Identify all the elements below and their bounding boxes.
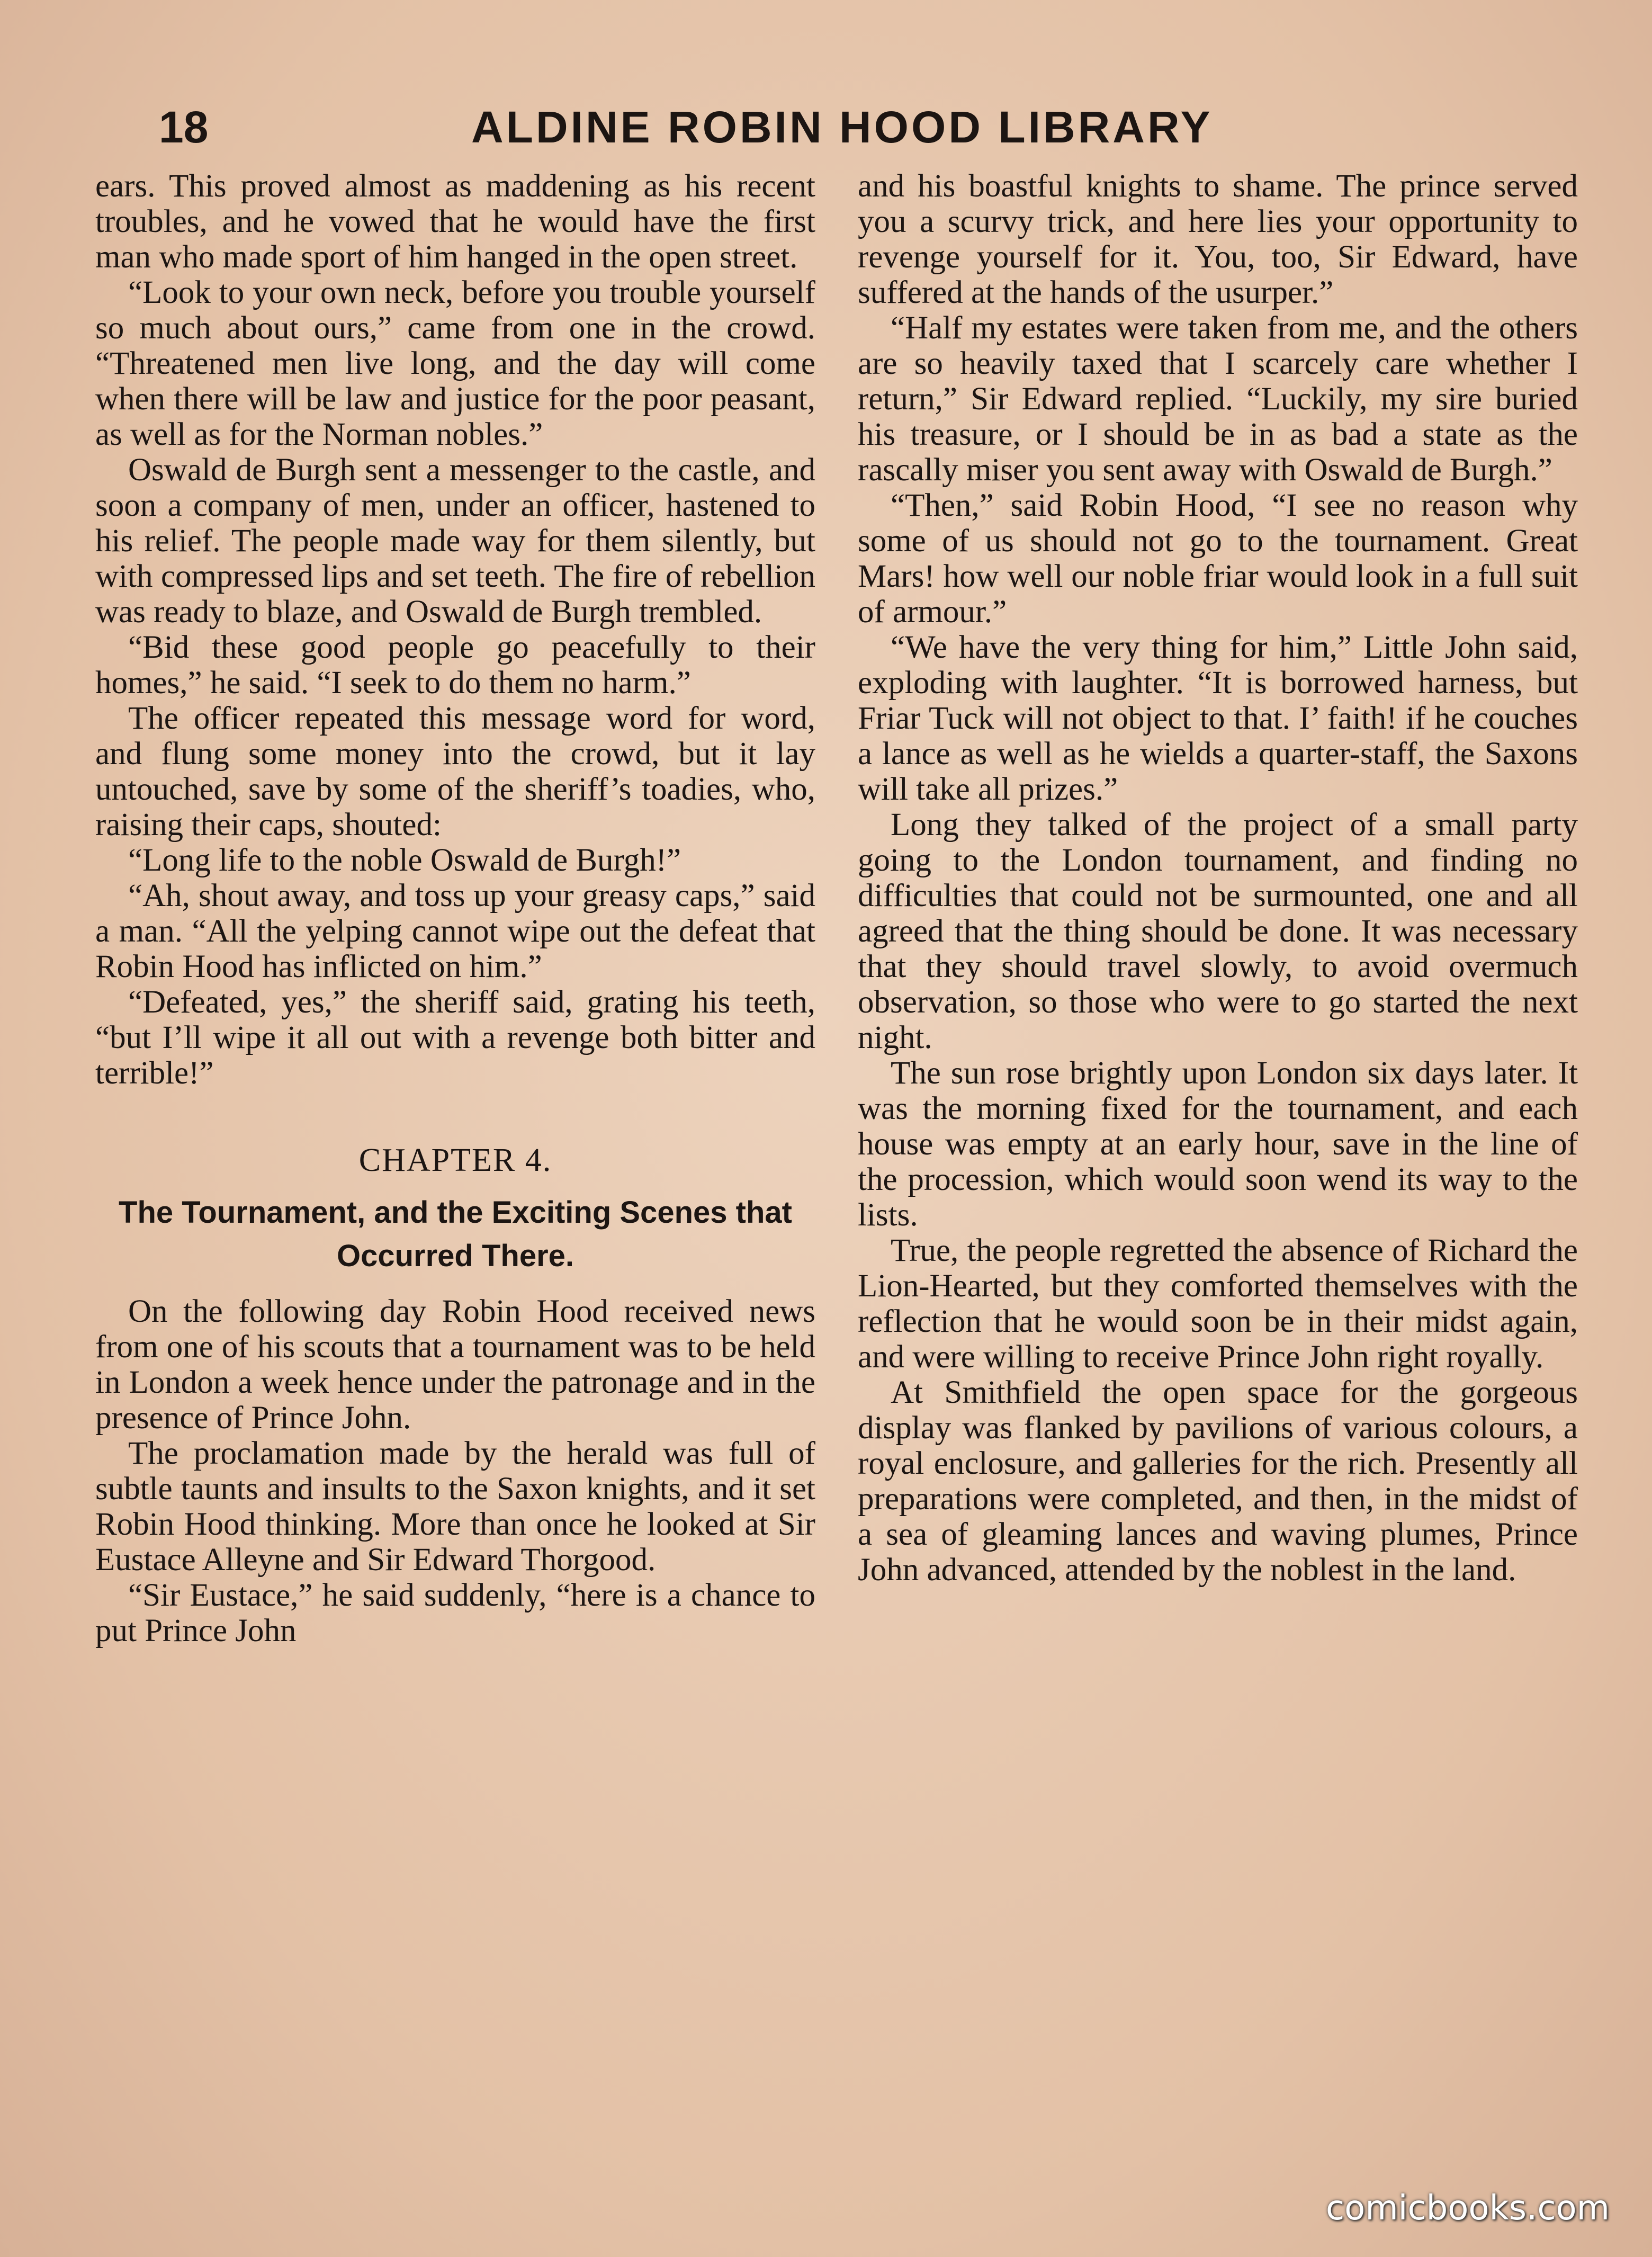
paragraph: Long they talked of the project of a small party going to the London tournament, and finding no difficulties that could not be surmounted, one and all agreed that the thing should be done. It was necessary that they should travel slowly, to avoid overmuch observation, so those who were to go started the next night. bbox=[858, 807, 1578, 1055]
page-number: 18 bbox=[159, 102, 209, 152]
watermark: comicbooks.com bbox=[1325, 2189, 1610, 2228]
paragraph: “Bid these good people go peacefully to their homes,” he said. “I seek to do them no harm.” bbox=[95, 630, 815, 701]
paragraph: The officer repeated this message word for word, and flung some money into the crowd, but it lay untouched, save by some of the sheriff’s toadies, who, raising their caps, shouted: bbox=[95, 701, 815, 843]
paragraph: “Ah, shout away, and toss up your greasy caps,” said a man. “All the yelping cannot wipe out the defeat that Robin Hood has inflicted on him.” bbox=[95, 878, 815, 984]
paragraph: “We have the very thing for him,” Little John said, exploding with laughter. “It is borrowed harness, but Friar Tuck will not object to that. I’ faith! if he couches a lance as well as he wields a quarter-staff, the Saxons will take all prizes.” bbox=[858, 630, 1578, 807]
paragraph: Oswald de Burgh sent a messenger to the castle, and soon a company of men, under an officer, hastened to his relief. The people made way for them silently, but with compressed lips and set teeth. The fire of rebellion was ready to blaze, and Oswald de Burgh trembled. bbox=[95, 452, 815, 630]
paragraph: The proclamation made by the herald was full of subtle taunts and insults to the Saxon knights, and it set Robin Hood thinking. More than once he looked at Sir Eustace Alleyne and Sir Edward Thorgood. bbox=[95, 1436, 815, 1578]
paragraph: ears. This proved almost as maddening as his recent troubles, and he vowed that he would have the first man who made sport of him hanged in the open street. bbox=[95, 168, 815, 275]
paragraph: True, the people regretted the absence of Richard the Lion-Hearted, but they comforted themselves with the reflection that he would soon be in their midst again, and were willing to receive Prince John right royally. bbox=[858, 1233, 1578, 1375]
paragraph: “Sir Eustace,” he said suddenly, “here is a chance to put Prince John bbox=[95, 1578, 815, 1649]
paragraph: and his boastful knights to shame. The prince served you a scurvy trick, and here lies your opportunity to revenge yourself for it. You, too, Sir Edward, have suffered at the hands of the usurper.” bbox=[858, 168, 1578, 310]
paragraph: “Then,” said Robin Hood, “I see no reason why some of us should not go to the tournament. Great Mars! how well our noble friar would look in a full suit of armour.” bbox=[858, 488, 1578, 630]
chapter-title: The Tournament, and the Exciting Scenes that Occurred There. bbox=[119, 1195, 792, 1273]
paragraph: At Smithfield the open space for the gorgeous display was flanked by pavilions of various colours, a royal enclosure, and galleries for the rich. Presently all preparations were completed, and then, in the midst of a sea of gleaming lances and waving plumes, Prince John advanced, attended by the noblest in the land. bbox=[858, 1375, 1578, 1588]
paragraph: “Half my estates were taken from me, and the others are so heavily taxed that I scarcely care whether I return,” Sir Edward replied. “Luckily, my sire buried his treasure, or I should be in as bad a state as the rascally miser you sent away with Oswald de Burgh.” bbox=[858, 310, 1578, 488]
page-header bbox=[159, 95, 1536, 164]
paragraph: “Look to your own neck, before you trouble yourself so much about ours,” came from one in the crowd. “Threatened men live long, and the day will come when there will be law and justice for the poor peasant, as well as for the Norman nobles.” bbox=[95, 275, 815, 452]
paragraph: “Long life to the noble Oswald de Burgh!” bbox=[128, 843, 681, 878]
running-title: ALDINE ROBIN HOOD LIBRARY bbox=[471, 102, 1213, 152]
left-column bbox=[95, 168, 815, 1649]
paragraph: The sun rose brightly upon London six days later. It was the morning fixed for the tournament, and each house was empty at an early hour, save in the line of the procession, which would soon wend its way to the lists. bbox=[858, 1055, 1578, 1233]
chapter-number: CHAPTER 4. bbox=[358, 1142, 552, 1178]
paragraph: On the following day Robin Hood received news from one of his scouts that a tournament was to be held in London a week hence under the patronage and in the presence of Prince John. bbox=[95, 1294, 815, 1436]
right-column bbox=[858, 168, 1578, 1588]
paragraph: “Defeated, yes,” the sheriff said, grating his teeth, “but I’ll wipe it all out with a revenge both bitter and terrible!” bbox=[95, 984, 815, 1091]
